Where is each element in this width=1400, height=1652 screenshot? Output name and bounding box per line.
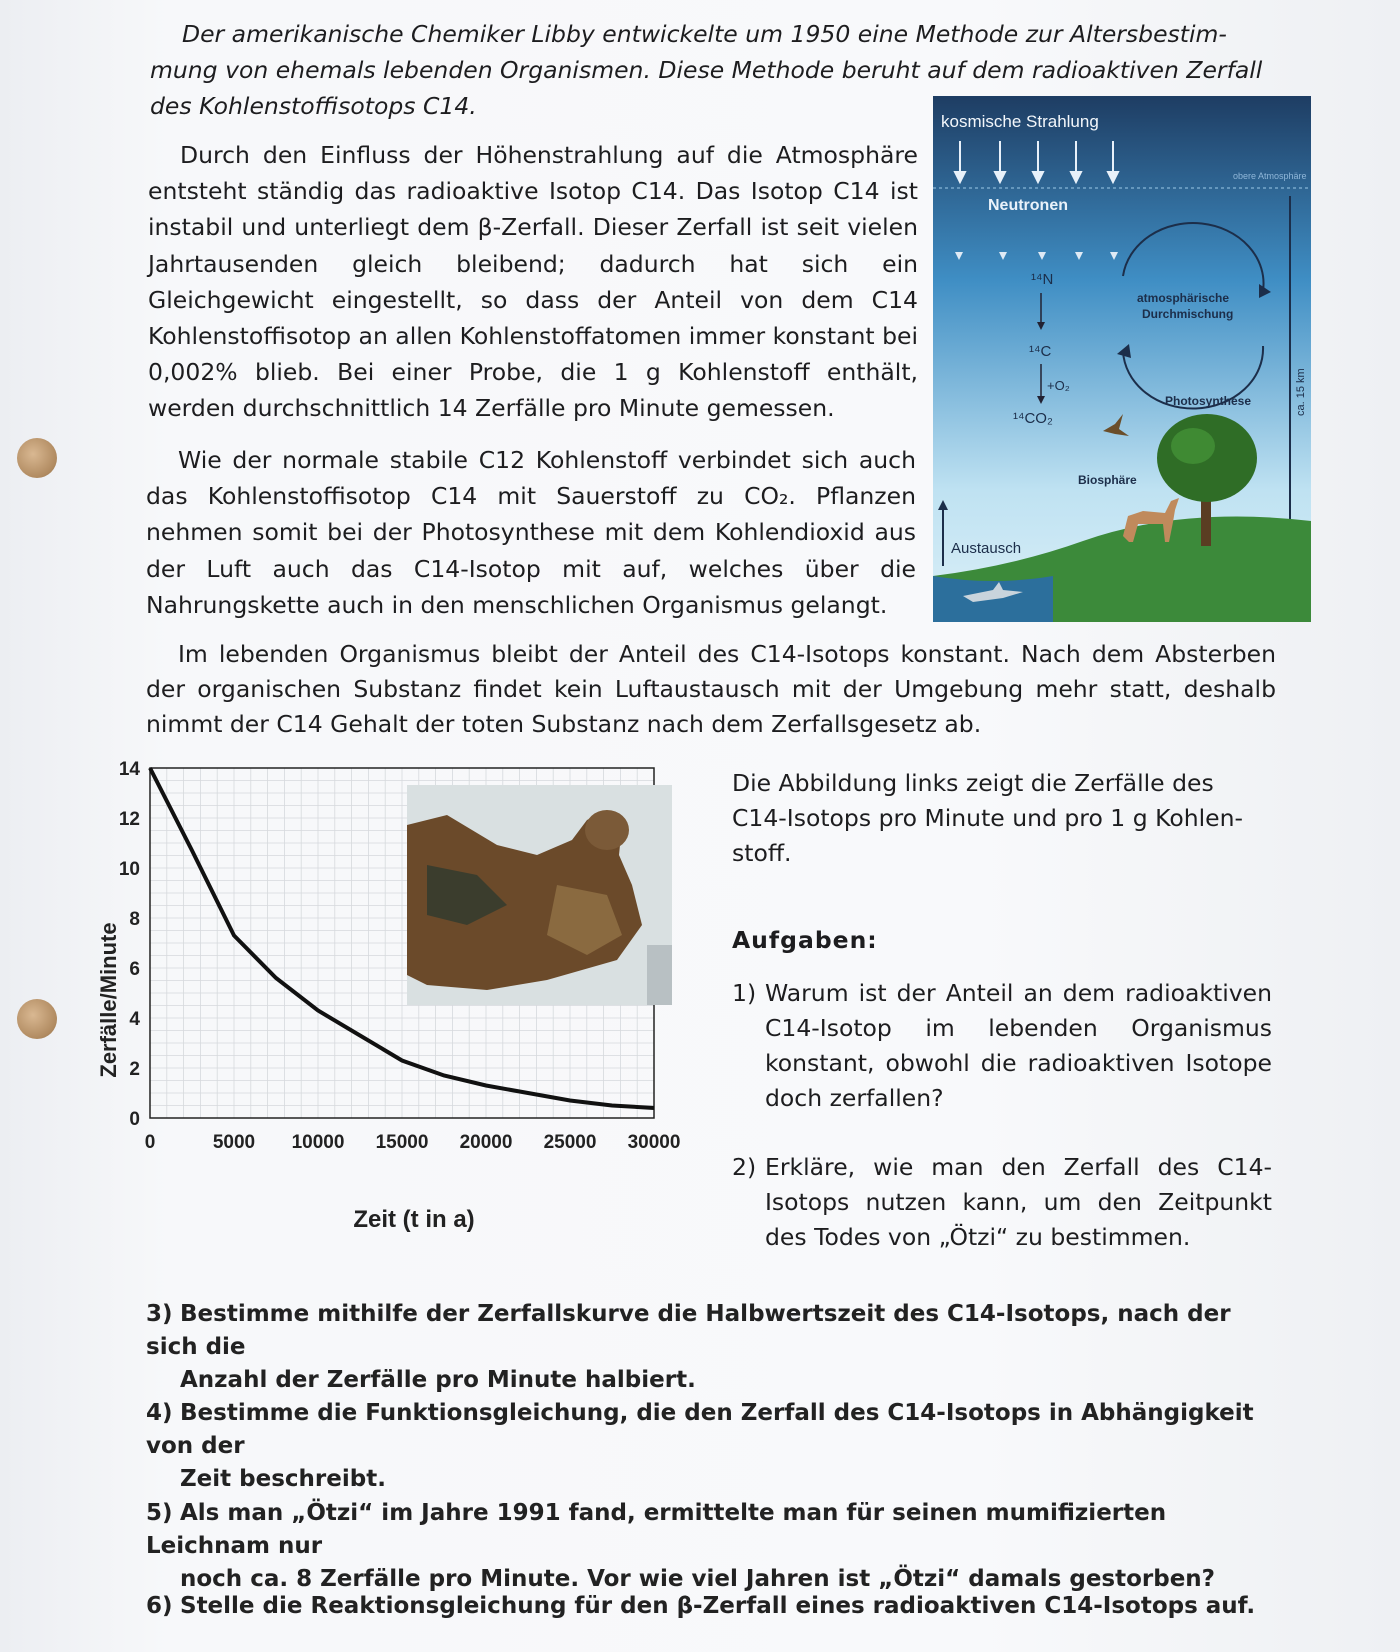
label-co2: ¹⁴CO₂ — [1013, 410, 1053, 427]
x-axis-label: Zeit (t in a) — [353, 1206, 475, 1233]
task-4 — [146, 1397, 1286, 1496]
task-5-number: 5) — [146, 1500, 173, 1526]
y-axis-label: Zerfälle/Minute — [96, 922, 121, 1078]
y-tick-label: 12 — [118, 809, 140, 830]
task-6 — [146, 1590, 1286, 1623]
task-2 — [732, 1150, 1272, 1255]
task-4-line-2: Zeit beschreibt. — [180, 1466, 386, 1492]
y-tick-label: 10 — [118, 859, 140, 880]
intro-line-3: des Kohlenstoffisotops C14. — [150, 92, 477, 120]
task-3 — [146, 1298, 1286, 1397]
x-tick-label: 15000 — [375, 1132, 429, 1153]
chart-caption — [732, 766, 1272, 871]
task-6-line-1: Stelle die Reaktionsgleichung für den β-Zerfall eines radioaktiven C14-Isotops auf. — [180, 1593, 1256, 1619]
task-3-number: 3) — [146, 1301, 173, 1327]
task-2-number: 2) — [732, 1153, 757, 1181]
y-tick-label: 8 — [129, 909, 140, 930]
aufgaben-heading: Aufgaben: — [732, 926, 878, 954]
y-tick-label: 6 — [129, 959, 140, 980]
label-austausch: Austausch — [951, 540, 1022, 557]
y-tick-label: 4 — [129, 1009, 140, 1030]
paragraph-absterben — [146, 637, 1276, 742]
mummy-head — [585, 810, 629, 850]
label-biosphaere: Biosphäre — [1078, 473, 1137, 487]
label-c14: ¹⁴C — [1029, 343, 1052, 360]
y-tick-label: 2 — [129, 1059, 140, 1080]
label-hoehe: ca. 15 km — [1295, 368, 1307, 416]
task-5-line-2: noch ca. 8 Zerfälle pro Minute. Vor wie viel Jahren ist „Ötzi“ damals gestorben? — [180, 1566, 1216, 1592]
x-tick-label: 10000 — [291, 1132, 345, 1153]
paragraph-photosynthese-text: Wie der normale stabile C12 Kohlenstoff verbindet sich auch das Kohlenstoffisotop C14 mit Sauerstoff zu CO₂. Pflanzen nehmen somit bei der Photosynthese mit dem Kohlendioxid aus der Luft auch das C14-Isotop mit auf, welches über die Nahrungskette auch in den menschlichen Organismus gelangt. — [146, 446, 916, 619]
paragraph-absterben-text: Im lebenden Organismus bleibt der Anteil des C14-Isotops konstant. Nach dem Absterben der organischen Substanz findet kein Luftaustausch mit der Umgebung mehr statt, deshalb nimmt der C14 Gehalt der toten Substanz nach dem Zerfallsgesetz ab. — [146, 640, 1276, 738]
punch-hole-bottom — [17, 999, 57, 1039]
label-kosmische-strahlung: kosmische Strahlung — [941, 112, 1099, 131]
label-obere-atmosphaere: obere Atmosphäre — [1233, 171, 1307, 181]
x-tick-label: 5000 — [212, 1132, 256, 1153]
carbon-cycle-illustration — [933, 96, 1311, 622]
x-tick-label: 25000 — [543, 1132, 597, 1153]
chart-caption-line-2: C14-Isotops pro Minute und pro 1 g Kohlen- — [732, 804, 1243, 832]
label-durchmischung: Durchmischung — [1142, 307, 1234, 321]
label-n14: ¹⁴N — [1031, 271, 1054, 288]
paragraph-hoehenstrahlung-text: Durch den Einfluss der Höhenstrahlung auf die Atmosphäre entsteht ständig das radioaktive Isotop C14. Das Isotop C14 ist instabil und unterliegt dem β-Zerfall. Dieser Zerfall ist seit vielen Jahrtausenden gleich bleibend; dadurch hat sich ein Gleichgewicht eingestellt, so dass der Anteil von dem C14 Kohlenstoffisotop an allen Kohlenstoffatomen immer konstant bei 0,002% blieb. Bei einer Probe, die 1 g Kohlenstoff enthält, werden durchschnittlich 14 Zerfälle pro Minute gemessen. — [148, 141, 919, 423]
x-tick-label: 30000 — [627, 1132, 681, 1153]
label-photosynthese: Photosynthese — [1165, 394, 1252, 408]
punch-hole-top — [17, 438, 57, 478]
carbon-cycle-diagram — [933, 96, 1311, 622]
task-1 — [732, 976, 1272, 1116]
chart-caption-line-3: stoff. — [732, 839, 792, 867]
task-3-line-1: Bestimme mithilfe der Zerfallskurve die Halbwertszeit des C14-Isotops, nach der sich die — [146, 1301, 1231, 1360]
task-1-text: Warum ist der Anteil an dem radioaktiven C14-Isotop im lebenden Organismus konstant, obwohl die radioaktiven Isotope doch zerfallen? — [765, 979, 1272, 1112]
task-4-line-1: Bestimme die Funktionsgleichung, die den Zerfall des C14-Isotops in Abhängigkeit von der — [146, 1400, 1254, 1459]
task-1-number: 1) — [732, 979, 757, 1007]
task-5 — [146, 1497, 1286, 1596]
label-neutronen: Neutronen — [988, 197, 1068, 214]
y-tick-label: 0 — [129, 1109, 140, 1130]
paragraph-hoehenstrahlung — [148, 137, 918, 427]
intro-line-1: Der amerikanische Chemiker Libby entwickelte um 1950 eine Methode zur Altersbestim- — [182, 20, 1227, 48]
task-3-line-2: Anzahl der Zerfälle pro Minute halbiert. — [180, 1367, 696, 1393]
label-o2: +O₂ — [1047, 378, 1070, 393]
x-tick-label: 20000 — [459, 1132, 513, 1153]
task-4-number: 4) — [146, 1400, 173, 1426]
y-tick-label: 14 — [118, 760, 140, 780]
intro-line-2: mung von ehemals lebenden Organismen. Diese Methode beruht auf dem radioaktiven Zerfall — [150, 56, 1263, 84]
task-5-line-1: Als man „Ötzi“ im Jahre 1991 fand, ermittelte man für seinen mumifizierten Leichnam nur — [146, 1500, 1167, 1559]
paragraph-photosynthese — [146, 442, 916, 623]
label-atmosphaerische: atmosphärische — [1137, 291, 1230, 305]
x-tick-label: 0 — [144, 1132, 156, 1153]
task-2-text: Erkläre, wie man den Zerfall des C14-Isotops nutzen kann, um den Zeitpunkt des Todes von „Ötzi“ zu bestimmen. — [765, 1153, 1272, 1251]
task-6-number: 6) — [146, 1593, 173, 1619]
oetzi-photo-image — [407, 785, 672, 1005]
oetzi-photo — [407, 785, 672, 1005]
chart-caption-line-1: Die Abbildung links zeigt die Zerfälle des — [732, 769, 1214, 797]
